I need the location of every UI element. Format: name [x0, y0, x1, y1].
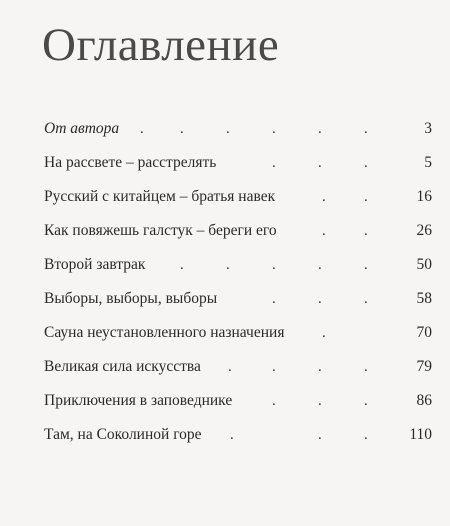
toc-entry [44, 150, 432, 184]
dot-leader: . [272, 291, 276, 307]
dot-leader: . [272, 155, 276, 171]
toc-entry-page: 58 [416, 290, 432, 307]
dot-leader: . [364, 393, 368, 409]
dot-leader: . [364, 359, 368, 375]
dot-leader: . [272, 359, 276, 375]
dot-leader: . [230, 427, 234, 443]
dot-leader: . [226, 121, 230, 137]
toc-entry-page: 110 [409, 426, 432, 443]
dot-leader: . [272, 257, 276, 273]
dot-leader: . [318, 359, 322, 375]
dot-leader: . [364, 155, 368, 171]
toc-entry-page: 70 [416, 324, 432, 341]
toc-entry-page: 5 [424, 154, 432, 171]
dot-leader: . [364, 291, 368, 307]
dot-leader: . [140, 121, 144, 137]
dot-leader: . [318, 291, 322, 307]
toc-entry-title: Русский с китайцем – братья навек [44, 188, 276, 205]
dot-leader: . [364, 257, 368, 273]
toc-entry-title: Там, на Соколиной горе [44, 426, 202, 443]
dot-leader: . [180, 121, 184, 137]
toc-entry [44, 184, 432, 218]
toc-entry [44, 218, 432, 252]
dot-leader: . [180, 257, 184, 273]
toc-entry-page: 3 [424, 120, 432, 137]
dot-leader: . [318, 257, 322, 273]
dot-leader: . [322, 325, 326, 341]
toc-entry-title: Как повяжешь галстук – береги его [44, 222, 277, 239]
dot-leader: . [322, 189, 326, 205]
toc-entry-page: 26 [416, 222, 432, 239]
dot-leader: . [226, 257, 230, 273]
dot-leader: . [364, 427, 368, 443]
toc-entry [44, 320, 432, 354]
page-title: Оглавление [42, 19, 280, 71]
toc-entry-title: Второй завтрак [44, 256, 146, 273]
dot-leader: . [318, 155, 322, 171]
dot-leader: . [318, 427, 322, 443]
toc-entry-page: 86 [416, 392, 432, 409]
dot-leader: . [322, 223, 326, 239]
toc-entry [44, 388, 432, 422]
toc-entry [44, 422, 432, 456]
dot-leader: . [318, 393, 322, 409]
dot-leader: . [364, 189, 368, 205]
toc-entry-title: На рассвете – расстрелять [44, 154, 217, 171]
dot-leader: . [228, 359, 232, 375]
dot-leader: . [272, 121, 276, 137]
dot-leader: . [318, 121, 322, 137]
toc-entry-title: От автора [44, 120, 120, 137]
table-of-contents [44, 116, 432, 456]
toc-entry-title: Приключения в заповеднике [44, 392, 233, 409]
dot-leader: . [272, 393, 276, 409]
dot-leader: . [364, 121, 368, 137]
toc-entry-title: Выборы, выборы, выборы [44, 290, 218, 307]
toc-entry-title: Великая сила искусства [44, 358, 201, 375]
toc-entry [44, 354, 432, 388]
toc-entry-page: 79 [416, 358, 432, 375]
toc-entry-page: 50 [416, 256, 432, 273]
dot-leader: . [364, 223, 368, 239]
toc-entry [44, 116, 432, 150]
toc-entry-title: Сауна неустановленного назначения [44, 324, 285, 341]
toc-entry [44, 286, 432, 320]
toc-entry-page: 16 [416, 188, 432, 205]
toc-entry [44, 252, 432, 286]
